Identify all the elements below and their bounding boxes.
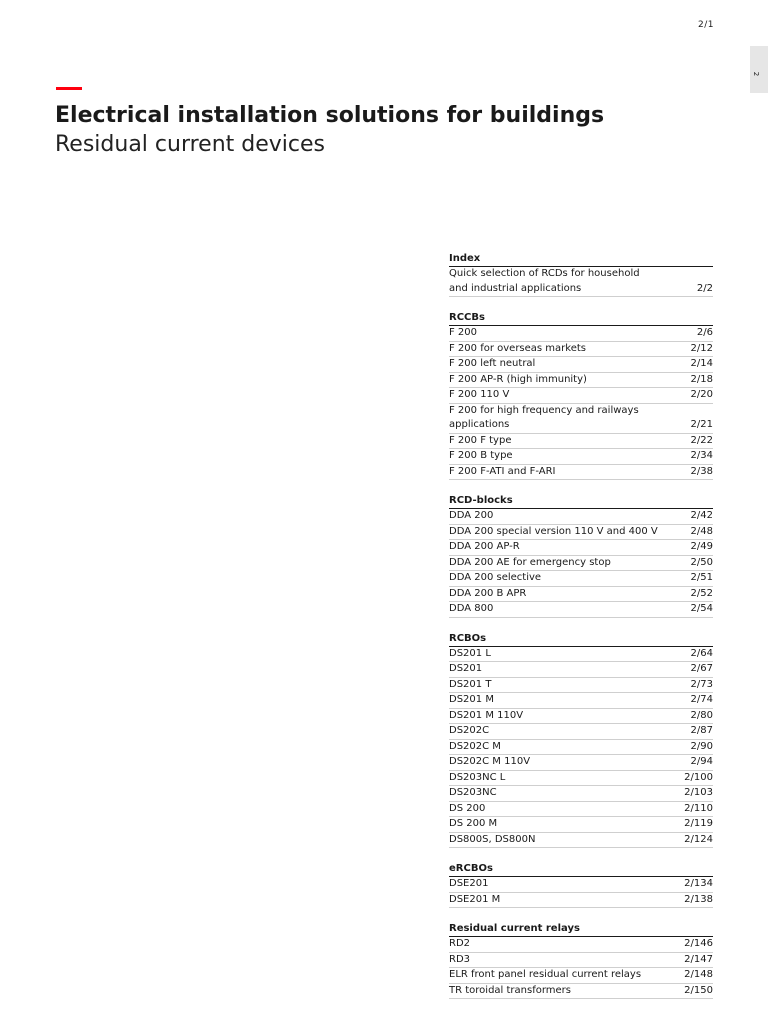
index-entry-page: 2/87 <box>690 725 713 736</box>
index-row[interactable] <box>449 404 713 434</box>
index-entry-label: TR toroidal transformers <box>449 984 571 996</box>
index-entry-page: 2/6 <box>696 327 713 338</box>
index-entry-page: 2/18 <box>690 373 713 385</box>
index-entry-page: 2/94 <box>690 756 713 767</box>
index-row[interactable] <box>449 602 713 618</box>
index-entry-page: 2/42 <box>690 510 713 521</box>
index-entry-label: DS201 T <box>449 678 492 690</box>
index-section <box>449 311 713 480</box>
index-row[interactable] <box>449 968 713 984</box>
section-title: eRCBOs <box>449 862 713 877</box>
index-entry-page: 2/150 <box>684 984 713 996</box>
index-entry-page: 2/73 <box>690 678 713 690</box>
section-title: RCBOs <box>449 632 713 647</box>
index-entry-label: RD2 <box>449 938 471 949</box>
index-entry-label: DS202C M 110V <box>449 756 531 767</box>
index-row[interactable] <box>449 709 713 725</box>
index-row[interactable] <box>449 326 713 342</box>
index-entry-page: 2/146 <box>684 938 713 949</box>
index-entry-label: DS203NC L <box>449 771 506 783</box>
index-row[interactable] <box>449 755 713 771</box>
index-row[interactable] <box>449 740 713 756</box>
index-row[interactable] <box>449 525 713 541</box>
index-row[interactable] <box>449 953 713 969</box>
index-entry-label: F 200 F-ATI and F-ARI <box>449 465 556 477</box>
index-entry-label: DDA 200 selective <box>449 572 542 583</box>
index-row[interactable] <box>449 465 713 481</box>
section-gap <box>449 480 713 494</box>
index-entry-page: 2/50 <box>690 556 713 568</box>
page-subtitle: Residual current devices <box>55 132 325 157</box>
index-entry-label: DDA 200 special version 110 V and 400 V <box>449 525 658 537</box>
index-section <box>449 494 713 618</box>
index-entry-label: DS201 L <box>449 647 491 659</box>
index-entry-page: 2/48 <box>690 525 713 537</box>
index-row[interactable] <box>449 662 713 678</box>
index-entry-page: 2/64 <box>690 647 713 659</box>
index-entry-page: 2/134 <box>684 878 713 889</box>
index-entry-label: DDA 800 <box>449 603 494 614</box>
index-row[interactable] <box>449 693 713 709</box>
index-row[interactable] <box>449 587 713 603</box>
index-row[interactable] <box>449 771 713 787</box>
page-title: Electrical installation solutions for buildings <box>55 103 605 128</box>
index-entry-label: DDA 200 <box>449 510 494 521</box>
index-entry-label: ELR front panel residual current relays <box>449 969 642 980</box>
index-entry-page: 2/147 <box>684 953 713 965</box>
index-row[interactable] <box>449 984 713 1000</box>
index-entry-label: DS202C <box>449 725 490 736</box>
index-entry-page: 2/100 <box>684 771 713 783</box>
index-entry-label: F 200 AP-R (high immunity) <box>449 373 587 385</box>
index-entry-label: DSE201 <box>449 878 489 889</box>
index-row[interactable] <box>449 267 713 297</box>
index-entry-label: DSE201 M <box>449 893 501 905</box>
index-row[interactable] <box>449 357 713 373</box>
index-entry-label: DS201 <box>449 663 483 674</box>
index-entry-label: F 200 for overseas markets <box>449 342 587 354</box>
section-title: RCCBs <box>449 311 713 326</box>
index-entry-label: F 200 110 V <box>449 389 510 400</box>
section-gap <box>449 848 713 862</box>
index-row[interactable] <box>449 388 713 404</box>
index-row[interactable] <box>449 817 713 833</box>
index-entry-label: Quick selection of RCDs for household and industrial applications <box>449 268 640 294</box>
index-entry-page: 2/74 <box>690 694 713 705</box>
index-table <box>449 252 713 999</box>
index-row[interactable] <box>449 509 713 525</box>
index-entry-page: 2/103 <box>684 787 713 798</box>
index-entry-label: DS203NC <box>449 787 497 798</box>
index-section <box>449 632 713 849</box>
index-entry-page: 2/67 <box>690 663 713 674</box>
index-entry-label: DS 200 M <box>449 818 498 829</box>
index-entry-label: DDA 200 B APR <box>449 587 527 599</box>
index-row[interactable] <box>449 434 713 450</box>
section-gap <box>449 618 713 632</box>
page-number: 2/1 <box>698 20 714 30</box>
index-entry-label: DS202C M <box>449 740 501 752</box>
index-row[interactable] <box>449 571 713 587</box>
index-entry-page: 2/20 <box>690 389 713 400</box>
index-entry-page: 2/14 <box>690 358 713 369</box>
index-entry-page: 2/148 <box>684 969 713 980</box>
index-entry-page: 2/12 <box>690 342 713 354</box>
section-gap <box>449 297 713 311</box>
index-entry-page: 2/22 <box>690 434 713 446</box>
index-entry-page: 2/124 <box>684 833 713 845</box>
index-entry-page: 2/110 <box>684 802 713 814</box>
index-row[interactable] <box>449 833 713 849</box>
section-gap <box>449 908 713 922</box>
index-entry-page: 2/90 <box>690 740 713 752</box>
index-entry-page: 2/119 <box>684 818 713 829</box>
index-section <box>449 922 713 999</box>
section-title: Residual current relays <box>449 922 713 937</box>
index-entry-label: F 200 for high frequency and railways applications <box>449 404 639 430</box>
index-row[interactable] <box>449 893 713 909</box>
index-entry-label: DS800S, DS800N <box>449 833 536 845</box>
index-entry-label: DS 200 <box>449 802 486 814</box>
index-entry-page: 2/51 <box>690 572 713 583</box>
index-row[interactable] <box>449 802 713 818</box>
section-title: RCD-blocks <box>449 494 713 509</box>
index-row[interactable] <box>449 647 713 663</box>
index-entry-label: DS201 M 110V <box>449 709 524 721</box>
index-row[interactable] <box>449 724 713 740</box>
index-row[interactable] <box>449 556 713 572</box>
chapter-tab[interactable] <box>750 46 768 93</box>
index-row[interactable] <box>449 937 713 953</box>
index-entry-page: 2/49 <box>690 541 713 552</box>
index-row[interactable] <box>449 877 713 893</box>
red-accent-bar <box>56 87 82 90</box>
index-row[interactable] <box>449 342 713 358</box>
index-entry-label: F 200 left neutral <box>449 358 536 369</box>
index-entry-label: DDA 200 AE for emergency stop <box>449 556 611 568</box>
index-entry-page: 2/138 <box>684 893 713 905</box>
index-entry-page: 2/80 <box>690 709 713 721</box>
index-entry-label: F 200 <box>449 327 478 338</box>
index-row[interactable] <box>449 540 713 556</box>
index-row[interactable] <box>449 373 713 389</box>
index-entry-page: 2/38 <box>690 465 713 477</box>
index-section <box>449 862 713 908</box>
index-row[interactable] <box>449 449 713 465</box>
index-section <box>449 252 713 297</box>
index-entry-label: DDA 200 AP-R <box>449 541 520 552</box>
index-entry-page: 2/54 <box>690 603 713 614</box>
index-row[interactable] <box>449 678 713 694</box>
index-entry-page: 2/34 <box>690 450 713 461</box>
index-entry-label: RD3 <box>449 953 471 965</box>
index-entry-label: F 200 F type <box>449 434 512 446</box>
index-entry-page: 2/52 <box>690 587 713 599</box>
index-entry-label: DS201 M <box>449 694 494 705</box>
section-title: Index <box>449 252 713 267</box>
chapter-tab-label: 2 <box>752 71 761 77</box>
index-row[interactable] <box>449 786 713 802</box>
index-entry-page: 2/2 <box>696 282 713 294</box>
index-entry-label: F 200 B type <box>449 450 513 461</box>
index-entry-page: 2/21 <box>690 419 713 430</box>
